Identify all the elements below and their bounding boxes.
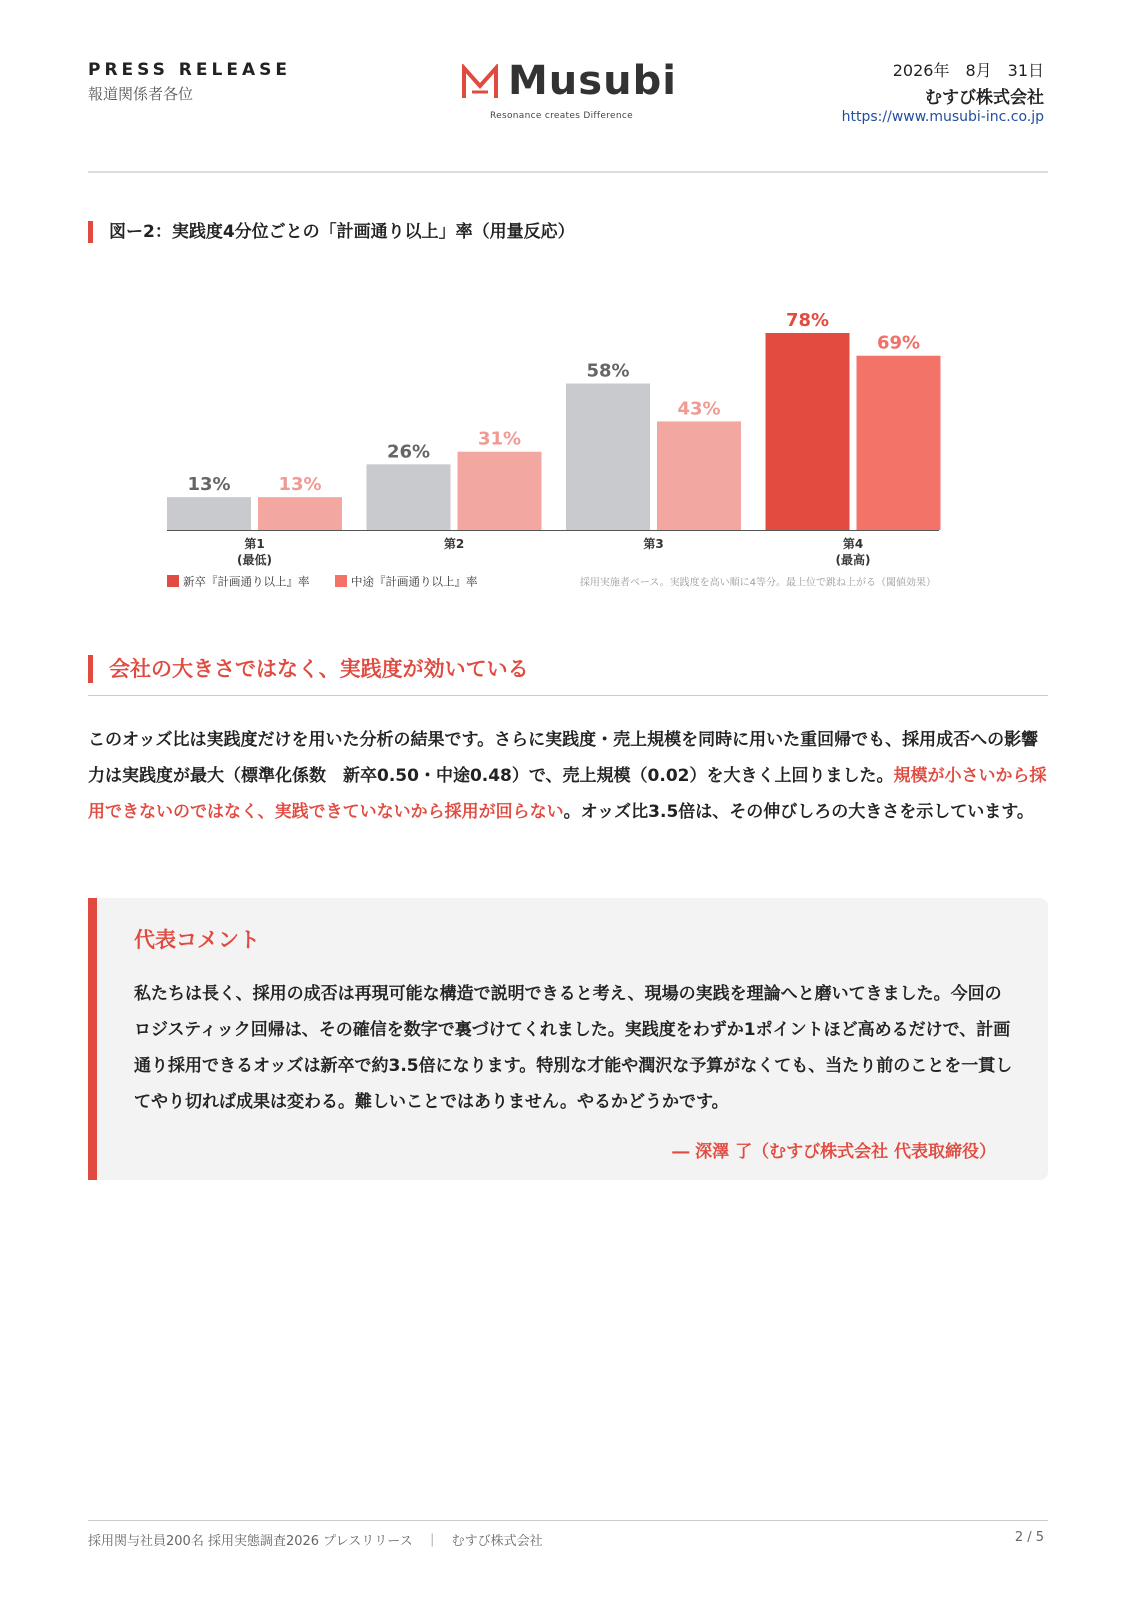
press-audience: 報道関係者各位: [88, 85, 194, 103]
comment-title: 代表コメント: [134, 928, 260, 952]
bar-s2-q2: [458, 452, 542, 530]
body-highlight: 規模が小さいから採用できないのではなく、実践できていないから採用が回らない: [88, 766, 1047, 822]
data-label-s2-q4: 69%: [876, 332, 921, 354]
dose-response-bar-chart: [88, 300, 1048, 610]
bar-s2-q1: [258, 497, 342, 530]
data-label-s2-q2: 31%: [477, 428, 522, 450]
footer-divider: [88, 1520, 1048, 1521]
bar-s1-q1: [167, 497, 251, 530]
data-label-s2-q3: 43%: [677, 398, 721, 420]
section-divider: [88, 695, 1048, 696]
company-logo: [458, 58, 688, 126]
data-label-s1-q1: 13%: [187, 474, 231, 496]
comment-body: 私たちは長く、採用の成否は再現可能な構造で説明できると考え、現場の実践を理論へと磨いてきました。今回のロジスティック回帰は、その確信を数字で裏づけてくれました。実践度をわずか1ポイントほど高めるだけで、計画通り採用できるオッズは新卒で約3.5倍になります。特別な才能や潤沢な予算がなくても、当たり前のことを一貫してやり切れば成果は変わる。難しいことではありません。やるかどうかです。: [134, 984, 1013, 1112]
section-title: 会社の大きさではなく、実践度が効いている: [88, 655, 529, 683]
body-text-part-1: このオッズ比は実践度だけを用いた分析の結果です。さらに実践度・売上規模を同時に用いた重回帰でも、採用成否への影響力は実践度が最大（標準化係数 新卒0.50・中途0.48）で、売上規模（0.02）を大きく上回りました。: [88, 730, 1039, 786]
logo-tagline: Resonance creates Difference: [490, 111, 633, 121]
musubi-logo-icon: [460, 64, 500, 100]
x-tick-label-q4: 第4: [842, 537, 864, 551]
body-text-part-2: 。オッズ比3.5倍は、その伸びしろの大きさを示しています。: [563, 802, 1034, 822]
press-release-label: PRESS RELEASE: [88, 60, 291, 80]
legend-swatch-shinsotsu: [167, 575, 179, 587]
page-number: 2 / 5: [1014, 1530, 1044, 1545]
x-tick-label-q1-sub: (最低): [237, 553, 272, 567]
logo-wordmark: Musubi: [508, 58, 677, 104]
comment-signature: ― 深澤 了（むすび株式会社 代表取締役）: [672, 1142, 996, 1162]
data-label-s2-q1: 13%: [278, 474, 322, 496]
data-label-s1-q3: 58%: [586, 360, 630, 382]
comment-accent-bar: [88, 898, 97, 1180]
body-paragraph: [88, 722, 1050, 830]
bar-s2-q4: [857, 356, 941, 530]
bar-s2-q3: [657, 421, 741, 530]
figure-title: 図ー2：実践度4分位ごとの「計画通り以上」率（用量反応）: [88, 221, 575, 243]
data-label-s1-q4: 78%: [785, 310, 830, 331]
x-tick-label-q3: 第3: [643, 537, 664, 551]
x-tick-label-q1: 第1: [244, 537, 265, 551]
header-divider: [88, 171, 1048, 173]
footer-text: 採用関与社員200名 採用実態調査2026 プレスリリース ｜ むすび株式会社: [88, 1534, 543, 1549]
legend-label-chuto: 中途『計画通り以上』率: [351, 574, 478, 589]
company-name: むすび株式会社: [925, 88, 1044, 108]
x-tick-label-q4-sub: (最高): [835, 553, 871, 567]
data-label-s1-q2: 26%: [386, 441, 431, 463]
legend-swatch-chuto: [335, 575, 347, 587]
chart-note: 採用実施者ベース。実践度を高い順に4等分。最上位で跳ね上がる（閾値効果）: [579, 577, 936, 589]
release-date: 2026年 8月 31日: [892, 61, 1044, 80]
bar-s1-q3: [566, 384, 650, 530]
company-url-link[interactable]: https://www.musubi-inc.co.jp: [841, 109, 1044, 125]
x-tick-label-q2: 第2: [443, 537, 465, 551]
bar-s1-q4: [766, 333, 850, 530]
legend-label-shinsotsu: 新卒『計画通り以上』率: [183, 574, 310, 589]
bar-s1-q2: [367, 464, 451, 530]
